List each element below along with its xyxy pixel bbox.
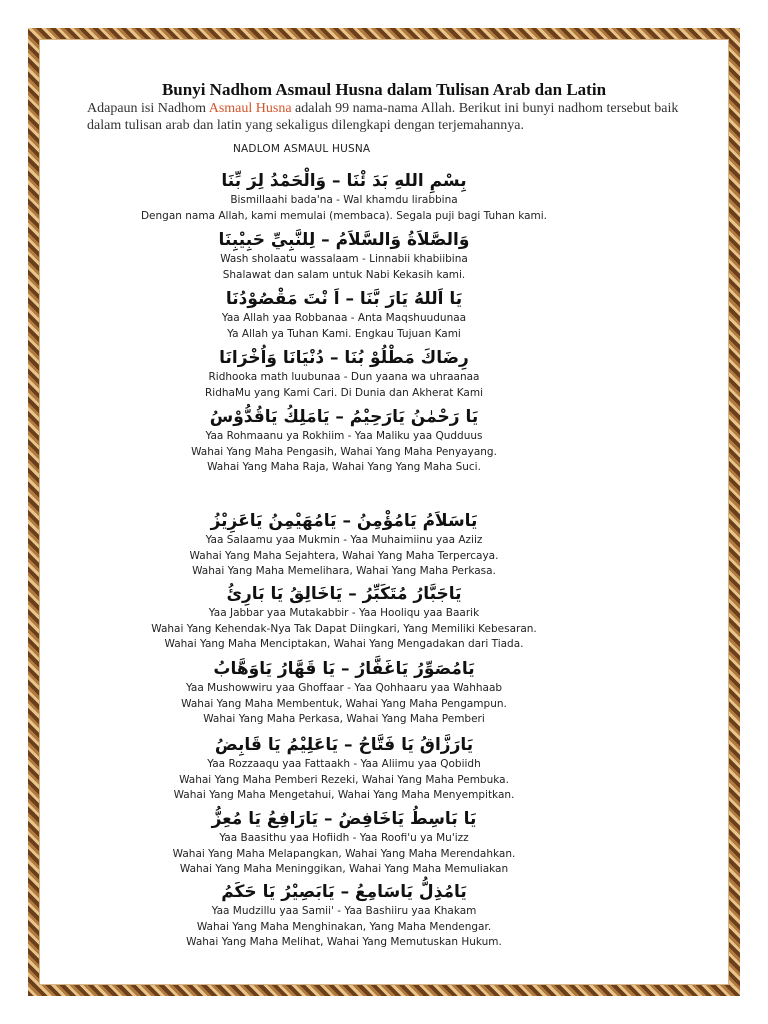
asmaul-husna-link[interactable]: Asmaul Husna (208, 101, 292, 116)
latin-text: Yaa Jabbar yaa Mutakabbir - Yaa Hooliqu yaa Baarik (208, 607, 480, 619)
arabic-text: رِضَاكَ مَطْلُوْ بُنَا – دُنْيَانَا وَاُخْرَانَا (219, 348, 469, 368)
verse-item (0, 881, 688, 951)
translation-line: Wahai Yang Maha Melihat, Wahai Yang Memutuskan Hukum. (186, 936, 502, 948)
latin-text: Ridhooka math luubunaa - Dun yaana wa uhraanaa (208, 371, 480, 383)
arabic-text: وَالصَّلاَةُ وَالسَّلاَمُ – لِلنَّبِيِّ حَبِيْبِنَا (218, 230, 470, 250)
intro-paragraph (87, 100, 687, 134)
translation-line: Ya Allah ya Tuhan Kami. Engkau Tujuan Kami (227, 327, 461, 340)
translation-line: Wahai Yang Maha Sejahtera, Wahai Yang Maha Terpercaya. (189, 549, 499, 562)
arabic-text: بِسْمِ اللهِ بَدَ ئْنَا – وَالْحَمْدُ لِرَ بِّنَا (221, 171, 467, 191)
arabic-text: يَامُذِلُّ يَاسَامِعُ – يَابَصِيْرُ يَا حَكَمُ (221, 882, 467, 902)
verse-item (0, 808, 688, 878)
verse-item (0, 734, 688, 804)
translation-line: Wahai Yang Maha Perkasa, Wahai Yang Maha Pemberi (203, 713, 485, 725)
translation-line: Wahai Yang Maha Melapangkan, Wahai Yang Maha Merendahkan. (172, 847, 516, 860)
arabic-text: يَارَزَّاقُ يَا فَتَّاحُ – يَاعَلِيْمُ يَا قَابِضُ (214, 735, 474, 755)
intro-text-end: adalah 99 nama-nama Allah. Berikut ini bunyi nadhom tersebut baik dalam tulisan arab dan latin yang sekaligus dilengkapi dengan terjemahannya. (87, 101, 679, 133)
arabic-text: يَا اَللهُ يَارَ بَّنَا – اَ نْتَ مَقْصُوْدُنَا (225, 289, 463, 309)
latin-text: Yaa Rohmaanu ya Rokhiim - Yaa Maliku yaa Qudduus (205, 430, 483, 442)
verse-item (0, 583, 688, 653)
verse-item (0, 406, 688, 476)
verse-item (0, 229, 688, 283)
translation-line: Shalawat dan salam untuk Nabi Kekasih kami. (222, 268, 466, 281)
latin-text: Yaa Rozzaaqu yaa Fattaakh - Yaa Aliimu yaa Qobiidh (207, 758, 481, 770)
arabic-text: يَاجَبَّارُ مُتَكَبِّرُ – يَاخَالِقُ يَا بَارِئُ (226, 584, 462, 604)
translation-line: Wahai Yang Maha Raja, Wahai Yang Yang Maha Suci. (207, 461, 481, 473)
translation-line: Wahai Yang Maha Menghinakan, Yang Maha Mendengar. (196, 920, 492, 933)
arabic-text: يَا بَاسِطُ يَاخَافِضُ – يَارَافِعُ يَا مُعِزُّ (211, 809, 477, 829)
latin-text: Yaa Allah yaa Robbanaa - Anta Maqshuudunaa (221, 312, 467, 324)
translation-line: Wahai Yang Kehendak-Nya Tak Dapat Diingkari, Yang Memiliki Kebesaran. (151, 622, 537, 635)
translation-line: Wahai Yang Maha Memelihara, Wahai Yang Maha Perkasa. (192, 565, 496, 577)
document-body (40, 80, 728, 155)
verse-item (0, 510, 688, 580)
verse-item (0, 288, 688, 342)
arabic-text: يَا رَحْمٰنُ يَارَحِيْمُ – يَامَلِكُ يَاقُدُّوْسُ (209, 407, 479, 427)
arabic-text: يَامُصَوِّرُ يَاغَفَّارُ – يَا قَهَّارُ يَاوَهَّابُ (213, 659, 475, 679)
translation-line: Wahai Yang Maha Pengasih, Wahai Yang Maha Penyayang. (191, 445, 497, 458)
latin-text: Yaa Baasithu yaa Hofiidh - Yaa Roofi'u ya Mu'izz (219, 832, 469, 844)
translation-line: Wahai Yang Maha Membentuk, Wahai Yang Maha Pengampun. (181, 697, 507, 710)
translation-line: Wahai Yang Maha Menciptakan, Wahai Yang Mengadakan dari Tiada. (164, 638, 524, 650)
latin-text: Yaa Salaamu yaa Mukmin - Yaa Muhaimiinu yaa Aziiz (205, 534, 483, 546)
translation-line: Wahai Yang Maha Meninggikan, Wahai Yang Maha Memuliakan (179, 863, 509, 875)
verse-item (0, 347, 688, 401)
intro-text-start: Adapaun isi Nadhom (87, 101, 209, 116)
translation-line: RidhaMu yang Kami Cari. Di Dunia dan Akherat Kami (205, 386, 483, 399)
translation-line: Wahai Yang Maha Pemberi Rezeki, Wahai Yang Maha Pembuka. (179, 773, 509, 786)
page-title: Bunyi Nadhom Asmaul Husna dalam Tulisan Arab dan Latin (161, 80, 607, 99)
translation-line: Wahai Yang Maha Mengetahui, Wahai Yang Maha Menyempitkan. (173, 789, 515, 801)
section-heading: NADLOM ASMAUL HUSNA (233, 143, 371, 155)
latin-text: Bismillaahi bada'na - Wal khamdu lirabbina (230, 194, 458, 206)
latin-text: Yaa Mudzillu yaa Samii' - Yaa Bashiiru yaa Khakam (211, 905, 477, 917)
latin-text: Yaa Mushowwiru yaa Ghoffaar - Yaa Qohhaaru yaa Wahhaab (185, 682, 503, 694)
latin-text: Wash sholaatu wassalaam - Linnabii khabiibina (220, 253, 468, 265)
arabic-text: يَاسَلاَمُ يَامُؤْمِنُ – يَامُهَيْمِنُ يَاعَزِيْزُ (210, 511, 478, 531)
verse-item (0, 658, 688, 728)
verse-item (0, 170, 688, 224)
translation-line: Dengan nama Allah, kami memulai (membaca). Segala puji bagi Tuhan kami. (140, 209, 548, 222)
